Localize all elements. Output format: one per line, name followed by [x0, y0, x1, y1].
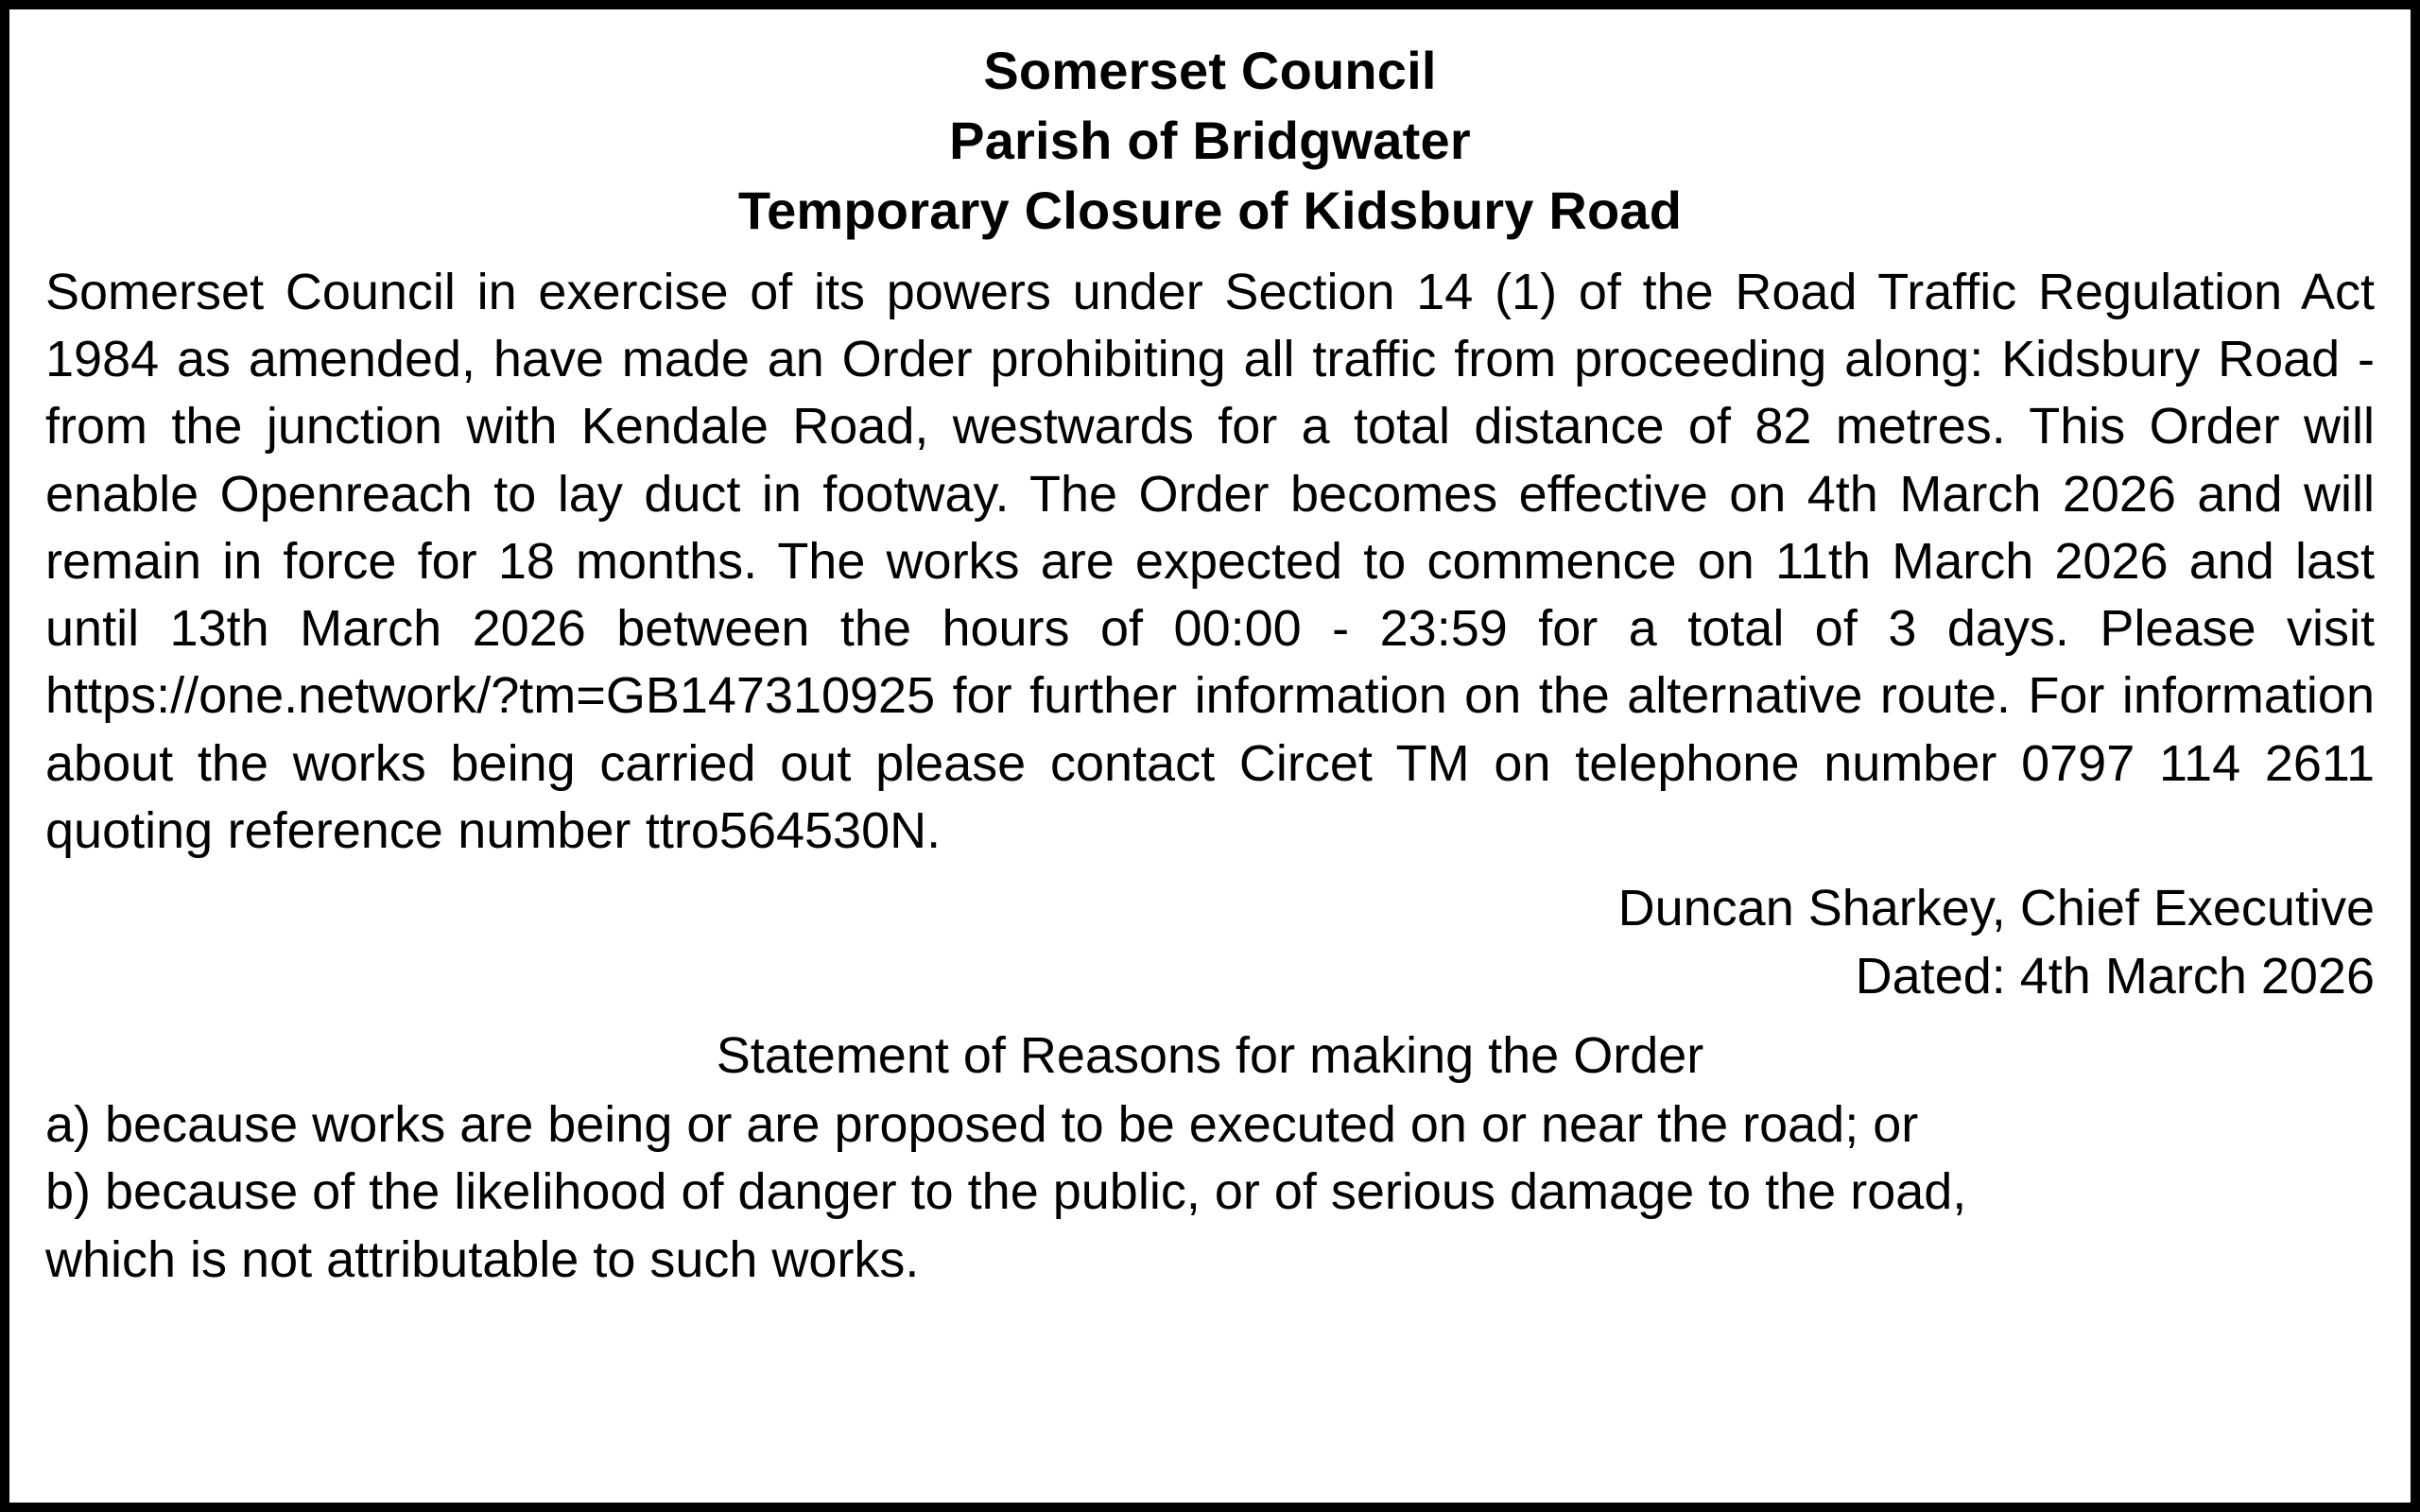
notice-heading [45, 36, 2375, 246]
heading-parish: Parish of Bridgwater [949, 110, 1471, 170]
heading-subject: Temporary Closure of Kidsbury Road [737, 180, 1683, 240]
signatory-name: Duncan Sharkey, Chief Executive [1617, 880, 2375, 937]
reasons-body [45, 1091, 2375, 1294]
heading-authority: Somerset Council [983, 41, 1437, 100]
reason-item-a: a) because works are being or are proposed to be executed on or near the road; or [45, 1096, 1919, 1154]
signature-block [45, 874, 2375, 1011]
reasons-title: Statement of Reasons for making the Order [716, 1026, 1704, 1084]
reason-item-b-continued: which is not attributable to such works. [45, 1230, 920, 1288]
notice-body: Somerset Council in exercise of its powers under Section 14 (1) of the Road Traffic Regulation Act 1984 as amended, have made an Order prohibiting all traffic from proceeding along: Kidsbury Road - from the junction with Kendale Road, westwards for a total distance of 82 metres. This Order will enable Openreach to lay duct in footway. The Order becomes effective on 4th March 2026 and will remain in force for 18 months. The works are expected to commence on 11th March 2026 and last until 13th March 2026 between the hours of 00:00 - 23:59 for a total of 3 days. Please visit https://one.network/?tm=GB147310925 for further information on the alternative route. For information about the works being carried out please contact Circet TM on telephone number 0797 114 2611 quoting reference number ttro564530N. [45, 263, 2375, 859]
reason-item-b: b) because of the likelihood of danger to the public, or of serious damage to the road, [45, 1163, 1967, 1221]
notice-date: Dated: 4th March 2026 [1855, 948, 2375, 1005]
